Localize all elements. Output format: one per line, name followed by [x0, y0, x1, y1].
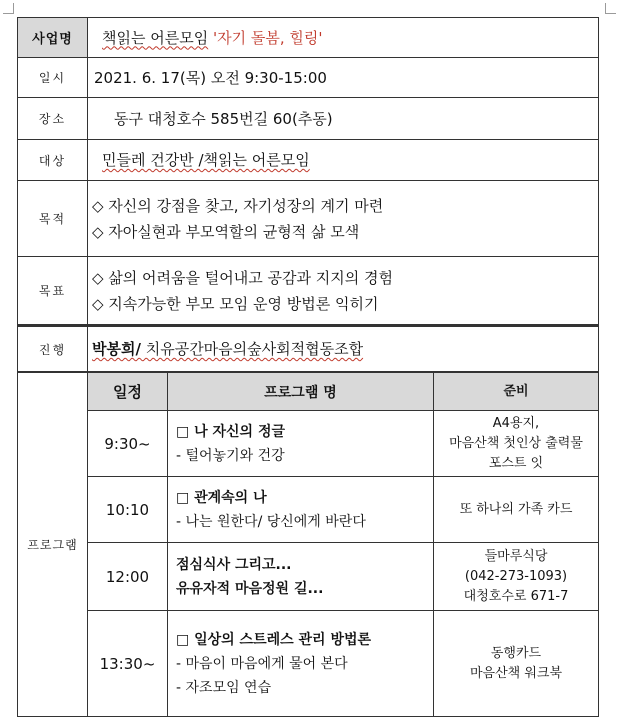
schedule-prep [434, 543, 598, 610]
header-time: 일정 [88, 373, 168, 410]
prep-item: 들마루식당 [484, 548, 548, 564]
place-value: 동구 대청호수 585번길 60(추동) [114, 110, 333, 128]
schedule-time: 13:30~ [88, 611, 168, 716]
prep-item: 마음산책 첫인상 출력물 [449, 435, 583, 451]
program-detail: - 털어놓기와 건강 [176, 447, 285, 464]
schedule-row [88, 411, 598, 477]
schedule-program [168, 611, 434, 716]
prep-item: 대청호수로 671-7 [463, 588, 569, 604]
program-title: □ 나 자신의 정글 [176, 423, 285, 440]
goal-value [88, 257, 598, 324]
program-detail: - 자조모임 연습 [176, 679, 272, 696]
target-row [18, 140, 598, 181]
schedule-prep [434, 411, 598, 476]
lead-label: 진행 [18, 327, 88, 371]
goal-label: 목표 [18, 257, 88, 324]
project-value [88, 18, 598, 57]
program-detail: - 나는 원한다/ 당신에게 바란다 [176, 513, 366, 530]
schedule-header-row [88, 373, 598, 411]
date-label: 일시 [18, 58, 88, 97]
prep-item: 또 하나의 가족 카드 [459, 501, 573, 517]
project-title: 책읽는 어른모임 [102, 28, 209, 47]
purpose-item: ◇ 자아실현과 부모역할의 균형적 삶 모색 [92, 222, 360, 241]
project-label: 사업명 [18, 18, 88, 57]
target-value [88, 140, 598, 180]
purpose-item: ◇ 자신의 강점을 찾고, 자기성장의 계기 마련 [92, 196, 384, 215]
program-title: □ 관계속의 나 [176, 489, 267, 506]
prep-item: 마음산책 워크북 [469, 665, 563, 681]
schedule-program [168, 411, 434, 476]
lead-person: 박봉희/ [92, 340, 141, 358]
purpose-row [18, 181, 598, 257]
program-title: □ 일상의 스트레스 관리 방법론 [176, 631, 372, 648]
project-theme: '자기 돌봄, 힐링' [212, 28, 323, 47]
project-row [18, 18, 598, 58]
program-detail: - 마음이 마음에게 물어 본다 [176, 655, 348, 672]
program-plan-table [17, 17, 599, 717]
schedule-program [168, 543, 434, 610]
header-name: 프로그램 명 [168, 373, 434, 410]
header-prep: 준비 [503, 383, 529, 399]
prep-item: 동행카드 [490, 645, 542, 661]
target-label: 대상 [18, 140, 88, 180]
purpose-label: 목적 [18, 181, 88, 256]
place-label: 장소 [18, 98, 88, 139]
program-title: 점심식사 그리고... [176, 556, 292, 573]
prep-item: A4용지, [492, 415, 540, 431]
lead-value [88, 327, 598, 371]
goal-item: ◇ 지속가능한 부모 모임 운영 방법론 익히기 [92, 294, 379, 313]
prep-item: 포스트 잇 [488, 455, 544, 471]
schedule-program [168, 477, 434, 542]
schedule-time: 12:00 [88, 543, 168, 610]
program-detail: 유유자적 마음정원 길... [176, 580, 324, 597]
schedule-row [88, 611, 598, 716]
goal-item: ◇ 삶의 어려움을 털어내고 공감과 지지의 경험 [92, 268, 393, 287]
schedule-row [88, 477, 598, 543]
goal-row [18, 257, 598, 325]
program-section [18, 373, 598, 716]
target-text: 민들레 건강반 /책읽는 어른모임 [102, 151, 310, 169]
schedule-prep [434, 477, 598, 542]
page-corner-mark-left [3, 3, 14, 14]
schedule-row [88, 543, 598, 611]
lead-row [18, 325, 598, 373]
page-corner-mark-right [605, 3, 616, 14]
schedule-time: 10:10 [88, 477, 168, 542]
program-label: 프로그램 [18, 373, 88, 716]
prep-item: (042-273-1093) [464, 568, 568, 584]
program-schedule-table [88, 373, 598, 716]
place-row [18, 98, 598, 140]
date-row [18, 58, 598, 98]
purpose-value [88, 181, 598, 256]
schedule-prep [434, 611, 598, 716]
lead-org: 치유공간마음의숲사회적협동조합 [140, 340, 364, 358]
schedule-time: 9:30~ [88, 411, 168, 476]
date-value: 2021. 6. 17(목) 오전 9:30-15:00 [94, 69, 327, 87]
